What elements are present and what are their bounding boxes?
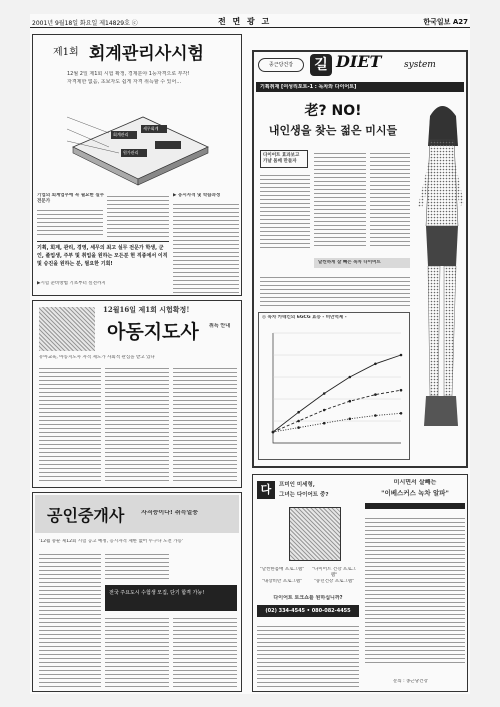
accounting-title-num: 제1회 xyxy=(53,47,79,58)
chart-series-line-3 xyxy=(273,413,401,432)
chart-point xyxy=(297,426,300,429)
diet-text-3 xyxy=(370,150,410,248)
diet-text-1 xyxy=(260,172,310,248)
accounting-text-3 xyxy=(173,201,239,293)
realtor-text-4 xyxy=(173,615,237,687)
program-2[interactable]: "다이어트 건강 프로그램" xyxy=(311,567,357,578)
diet-footer: 문의 : 종근당건강 xyxy=(393,679,428,684)
company-badge: 종근당건강 xyxy=(258,58,304,72)
chart-point xyxy=(297,411,300,414)
chart-point xyxy=(349,418,352,421)
chart-point xyxy=(349,376,352,379)
product-photo xyxy=(289,507,341,561)
diagram-label-3: 원가관리 xyxy=(123,150,139,155)
accounting-text-2 xyxy=(107,193,169,237)
diet-brand-sub: system xyxy=(404,60,436,70)
newspaper-page xyxy=(30,14,470,694)
realtor-text-2 xyxy=(105,551,169,581)
chart-point xyxy=(374,414,377,417)
child-photo xyxy=(39,307,95,351)
child-instructor-ad xyxy=(32,300,242,488)
chart-point xyxy=(400,412,403,415)
header-date: 2001년 9월18일 화요일 제14829호 ⓒ xyxy=(32,20,138,27)
chart-point xyxy=(272,431,275,434)
diet-bottom-q1: 프미인 미세형, xyxy=(279,482,315,488)
diet-mid-bar xyxy=(314,258,410,268)
child-sub: 유아교육, 아동지도사 자격 제도가 사회적 관심을 받고 있다 xyxy=(39,355,155,360)
side-title: "이베스커스 녹차 알파" xyxy=(381,489,449,497)
chart-point xyxy=(400,354,403,357)
phone-number[interactable]: (02) 334-4545 • 080-082-4455 xyxy=(265,608,351,614)
chart-point xyxy=(349,400,352,403)
diet-headline-2: 내인생을 찾는 젊은 미시들 xyxy=(268,124,398,137)
chart-point xyxy=(374,363,377,366)
diagram-label-1: 회계관리 xyxy=(113,132,129,137)
diet-tagline: 기획취재 [여성리포트-1 : 녹차와 다이어트] xyxy=(260,84,357,90)
child-banner: 12월16일 제1회 시험확정! xyxy=(103,305,190,314)
accounting-sub1: 기업의 회계업무에 꼭 필요한 실무 전문가 xyxy=(37,193,105,204)
diet-chart xyxy=(258,312,410,460)
chart-title: ◎ 녹차 카테킨의 6GCG 효능 - 비만억제 - xyxy=(262,315,347,320)
accounting-side-heading: ▶ 응시자격 및 학습과정 xyxy=(173,193,221,198)
chart-series-line-2 xyxy=(273,390,401,432)
realtor-lead: '12월 중순 제12회 시험 공고 예정, 응시자격 제한 없어 누구나 도전 가능' xyxy=(39,539,184,544)
diet-brand: DIET xyxy=(336,52,382,71)
accounting-intro2: 자격제한 없음, 초보자도 쉽게 자격 취득할 수 있어... xyxy=(67,79,182,85)
chart-point xyxy=(297,420,300,423)
page-header xyxy=(30,14,470,28)
child-tag: 취득 안내 xyxy=(209,323,231,329)
side-tag: 미시면서 살빼는 xyxy=(393,479,437,486)
realtor-text-3 xyxy=(105,615,169,687)
diet-logo: 길 xyxy=(310,54,332,76)
phone-bar xyxy=(257,605,359,617)
side-bar xyxy=(365,503,465,509)
child-title: 아동지도사 xyxy=(107,321,199,343)
diet-text-2 xyxy=(314,150,366,248)
child-text-1 xyxy=(39,365,101,483)
child-text-3 xyxy=(173,365,237,483)
accounting-text-1 xyxy=(37,207,103,237)
tagline-bar xyxy=(256,82,464,92)
header-paper: 한국일보 A27 xyxy=(423,18,468,26)
diet-sub-ad xyxy=(252,474,468,692)
phone-label: 다이어트 토크쇼를 원하십니까? xyxy=(273,595,343,601)
accounting-callout: 기획, 회계, 관리, 경영, 세무의 최고 실무 전문가 학생, 군인, 졸업생, 주부 및 취업을 원하는 모든분 현 직종에서 이직 및 승진을 원하는 분, 필요한 기회! xyxy=(37,241,169,277)
accounting-title: 회계관리사시험 xyxy=(89,44,204,64)
chart-point xyxy=(323,392,326,395)
realtor-note: 전국 주요도시 수험생 모집, 단기 합격 가능! xyxy=(109,590,205,596)
diet-badge: 다 xyxy=(257,481,275,499)
header-section: 전 면 광 고 xyxy=(218,16,272,26)
accounting-diagram xyxy=(63,107,213,187)
diet-text-4 xyxy=(260,274,410,306)
accounting-ad xyxy=(32,34,242,296)
realtor-tag: 자격증이다! 취득열풍 xyxy=(141,510,198,516)
realtor-ad xyxy=(32,492,242,692)
realtor-text-1 xyxy=(39,551,101,687)
program-3[interactable]: "내장비만 프로그램" xyxy=(261,579,303,584)
child-text-2 xyxy=(105,365,169,483)
program-1[interactable]: "날씬한몸매 프로그램" xyxy=(259,567,305,572)
chart-point xyxy=(374,393,377,396)
diagram-label-2: 세무회계 xyxy=(143,126,159,131)
diet-ad xyxy=(252,50,468,468)
diet-bottom-q2: 그녀는 다이어트 중? xyxy=(279,492,329,498)
diet-headline-1: 老? NO! xyxy=(304,103,362,119)
chart-axes xyxy=(273,333,401,443)
diet-sub-text-2 xyxy=(365,515,465,665)
diet-q1: 다이어트 효과보고 가냘 몸매 만들자 xyxy=(260,150,308,168)
accounting-link[interactable]: ▶시험 준비방법 기초부터 실전까지 xyxy=(37,281,106,286)
chart-point xyxy=(400,389,403,392)
model-photo xyxy=(412,96,466,466)
diet-mid-text: 날씬하게 살 빼는 녹차 다이어트 xyxy=(318,260,381,265)
chart-point xyxy=(323,422,326,425)
accounting-intro: 12월 2일 제1회 시험 확정, 경제분야 1등자격으로 부각! xyxy=(67,71,190,77)
realtor-title: 공인중개사 xyxy=(47,506,125,525)
program-4[interactable]: "중년건강 프로그램" xyxy=(313,579,355,584)
realtor-note-box xyxy=(105,585,237,611)
chart-point xyxy=(323,409,326,412)
diet-sub-text-1 xyxy=(257,623,359,687)
chart-plot xyxy=(259,327,409,457)
